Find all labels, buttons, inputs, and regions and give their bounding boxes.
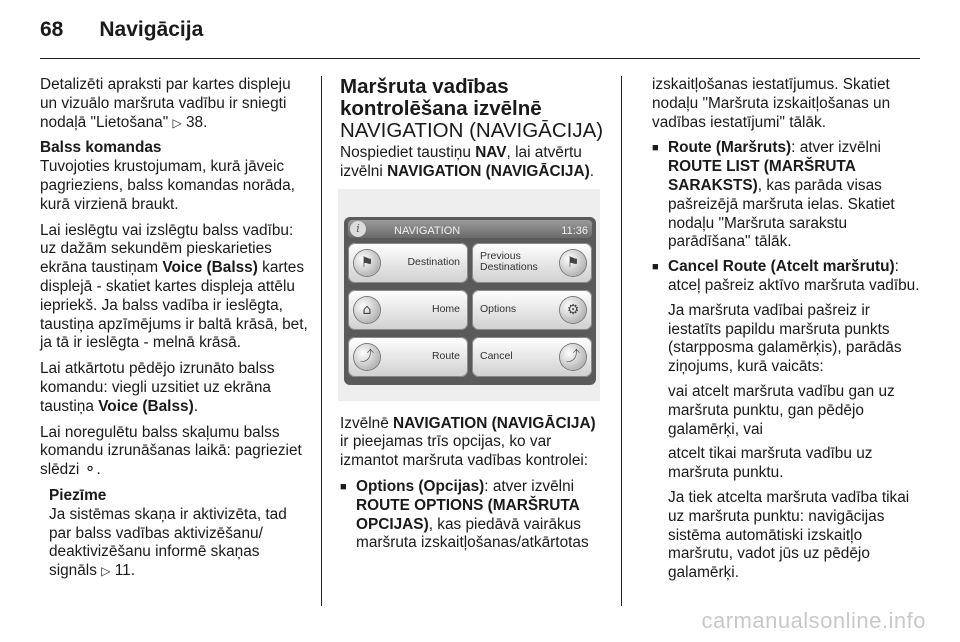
column-3 bbox=[652, 76, 920, 590]
section-heading: Maršruta vadības kontrolēšana izvēlnē bbox=[340, 75, 542, 120]
options-list bbox=[340, 478, 608, 553]
info-icon: i bbox=[350, 221, 366, 237]
column-2 bbox=[340, 76, 608, 559]
previous-destinations-icon: ⚑ bbox=[560, 250, 586, 276]
gear-icon: ⚙ bbox=[560, 297, 586, 323]
screen-clock: 11:36 bbox=[561, 224, 588, 237]
destination-button: ⚑ Destination bbox=[348, 243, 468, 283]
column-divider bbox=[321, 76, 322, 606]
paragraph: vai atcelt maršruta vadību gan uz maršruta punktu, gan pēdējo galamērķi, vai bbox=[668, 382, 895, 438]
paragraph: Lai ieslēgtu vai izslēgtu balss vadību: uz dažām sekundēm pieskarieties ekrāna taustiņam Voice (Balss) kartes displejā - skatiet kartes displeja attēlu iepriekš. Ja balss vadība ir ieslēgta, taustiņa apzīmējums ir baltā krāsā, bet, ja tā ir ieslēgta - melnā krāsā. bbox=[40, 221, 308, 352]
page-ref-icon: ▷ bbox=[172, 115, 182, 130]
page-number: 68 bbox=[40, 18, 64, 41]
paragraph: Lai atkārtotu pēdējo izrunāto balss komandu: viegli uzsitiet uz ekrāna taustiņa Voice (Balss). bbox=[40, 360, 275, 415]
home-icon: ⌂ bbox=[354, 297, 380, 323]
page-ref-icon: ▷ bbox=[101, 564, 111, 579]
paragraph: Izvēlnē NAVIGATION (NAVIGĀCIJA) ir pieejamas trīs opcijas, ko var izmantot maršruta vadības kontrolei: bbox=[340, 414, 596, 470]
navigation-screen bbox=[344, 217, 596, 385]
route-icon: ⤴ bbox=[354, 344, 380, 370]
note-heading: Piezīme bbox=[49, 486, 107, 504]
paragraph: Ja maršruta vadībai pašreiz ir iestatīts papildu maršruta punkts (starpposma galamērķis), parādās ziņojums, kurā vaicāts: bbox=[668, 301, 902, 376]
section-subheading: NAVIGATION (NAVIGĀCIJA) bbox=[340, 119, 604, 142]
column-divider bbox=[621, 76, 622, 606]
watermark: carmanualsonline.info bbox=[701, 608, 926, 633]
section-heading: Balss komandas bbox=[40, 139, 162, 157]
page-header bbox=[40, 18, 203, 42]
paragraph: Nospiediet taustiņu NAV, lai atvērtu izvēlni NAVIGATION (NAVIGĀCIJA). bbox=[340, 144, 594, 180]
list-item: ■ Route (Maršruts): atver izvēlni ROUTE LIST (MARŠRUTA SARAKSTS), kas parāda visas pašreizējā maršruta ielas. Skatiet nodaļu "Maršruta sarakstu parādīšana" tālāk. bbox=[652, 139, 920, 252]
list-item: ■ Cancel Route (Atcelt maršrutu): atceļ pašreiz aktīvo maršruta vadību. bbox=[652, 258, 920, 296]
column-1 bbox=[40, 76, 308, 581]
cancel-route-details bbox=[652, 302, 920, 583]
screen-titlebar bbox=[348, 220, 592, 238]
paragraph: Ja tiek atcelta maršruta vadība tikai uz maršruta punktu: navigācijas sistēma automātiski izskaitļo maršrutu, vadot jūs uz pēdējo galamērķi. bbox=[668, 488, 910, 582]
paragraph: Lai noregulētu balss skaļumu balss komandu izrunāšanas laikā: pagrieziet slēdzi ⚬. bbox=[40, 423, 302, 479]
page-title: Navigācija bbox=[99, 18, 204, 41]
cancel-button: ⤴ Cancel bbox=[472, 337, 592, 377]
home-button: ⌂ Home bbox=[348, 290, 468, 330]
voice-commands-section: Balss komandas Tuvojoties krustojumam, kurā jāveic pagrieziens, balss komandas norāda, kurā virzienā braukt. bbox=[40, 139, 295, 213]
navigation-screen-image bbox=[338, 189, 600, 401]
destination-icon: ⚑ bbox=[354, 250, 380, 276]
cancel-route-icon: ⤴ bbox=[560, 344, 586, 370]
knob-icon: ⚬ bbox=[83, 461, 97, 479]
options-button: ⚙ Options bbox=[472, 290, 592, 330]
options-list bbox=[652, 139, 920, 295]
previous-destinations-button: ⚑ Previous Destinations bbox=[472, 243, 592, 283]
header-rule bbox=[40, 58, 920, 59]
screen-title: NAVIGATION bbox=[394, 224, 461, 237]
intro-paragraph: Detalizēti apraksti par kartes displeju un vizuālo maršruta vadību ir sniegti nodaļā "Lietošana" ▷ 38. bbox=[40, 76, 291, 131]
route-button: ⤴ Route bbox=[348, 337, 468, 377]
list-item: ■ Options (Opcijas): atver izvēlni ROUTE OPTIONS (MARŠRUTA OPCIJAS), kas piedāvā vairākus maršruta izskaitļošanas/atkārtotas bbox=[340, 478, 608, 553]
note-box: Piezīme Ja sistēmas skaņa ir aktivizēta, tad par balss vadības aktivizēšanu/ deaktivizēšanu informē skaņas signāls ▷ 11. bbox=[49, 486, 287, 580]
paragraph: atcelt tikai maršruta vadību uz maršruta punktu. bbox=[668, 445, 873, 482]
paragraph: izskaitļošanas iestatījumus. Skatiet nodaļu "Maršruta izskaitļošanas un vadības iestatījumi" tālāk. bbox=[652, 76, 891, 131]
